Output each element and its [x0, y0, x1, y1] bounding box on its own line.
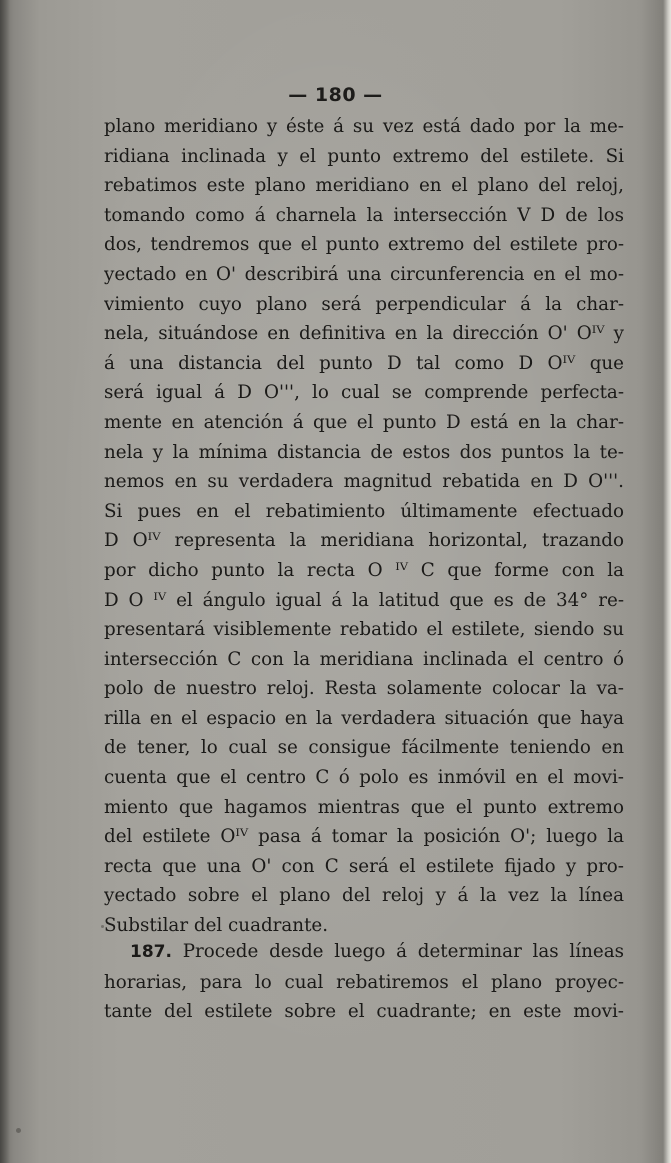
text-line: recta que una O' con C será el estilete fijado y pro- — [104, 855, 624, 877]
text-line: vimiento cuyo plano será perpendicular á la char- — [104, 293, 624, 315]
text-line: rebatimos este plano meridiano en el plano del reloj, — [104, 175, 624, 197]
text-line: miento que hagamos mientras que el punto extremo — [104, 796, 624, 818]
text-line: nela, situándose en definitiva en la dirección O' Oᴵⱽ y — [104, 323, 624, 345]
text-line: polo de nuestro reloj. Resta solamente colocar la va- — [104, 678, 624, 700]
paragraph-186-continuation — [104, 112, 624, 941]
text-line: yectado sobre el plano del reloj y á la vez la línea — [104, 885, 624, 907]
text-line: por dicho punto la recta O ᴵⱽ C que forme con la — [104, 559, 624, 581]
text-line: cuenta que el centro C ó polo es inmóvil en el movi- — [104, 767, 624, 789]
paragraph-187 — [104, 937, 624, 1027]
text-line: Si pues en el rebatimiento últimamente efectuado — [104, 500, 624, 522]
paper-speck — [560, 240, 562, 242]
text-line: plano meridiano y éste á su vez está dado por la me- — [104, 116, 624, 137]
text-line: D Oᴵⱽ representa la meridiana horizontal, trazando — [104, 530, 624, 552]
text-line: yectado en O' describirá una circunferencia en el mo- — [104, 263, 624, 285]
paragraph-187-line: tante del estilete sobre el cuadrante; en este movi- — [104, 1001, 624, 1023]
text-line: mente en atención á que el punto D está en la char- — [104, 411, 624, 433]
text-line: rilla en el espacio en la verdadera situación que haya — [104, 707, 624, 729]
paper-speck — [16, 1128, 21, 1133]
text-line: nemos en su verdadera magnitud rebatida en D O'''. — [104, 471, 624, 493]
text-line: D O ᴵⱽ el ángulo igual á la latitud que es de 34° re- — [104, 589, 624, 611]
text-line: á una distancia del punto D tal como D Oᴵⱽ que — [104, 352, 624, 374]
paper-speck — [101, 925, 104, 928]
text-line: dos, tendremos que el punto extremo del estilete pro- — [104, 234, 624, 256]
page-number: — 180 — — [288, 84, 383, 106]
text-line: presentará visiblemente rebatido el estilete, siendo su — [104, 619, 624, 641]
text-line: nela y la mínima distancia de estos dos puntos la te- — [104, 441, 624, 463]
paragraph-number: 187. — [130, 942, 172, 962]
text-line: tomando como á charnela la intersección V D de los — [104, 204, 624, 226]
text-line: Substilar del cuadrante. — [104, 915, 329, 937]
text-line: intersección C con la meridiana inclinada el centro ó — [104, 648, 624, 670]
binding-shadow — [0, 0, 10, 1163]
text-line: ridiana inclinada y el punto extremo del estilete. Si — [104, 145, 624, 167]
page-edge — [663, 0, 671, 1163]
text-line: de tener, lo cual se consigue fácilmente teniendo en — [104, 737, 624, 759]
text-line: será igual á D O''', lo cual se comprende perfecta- — [104, 382, 624, 404]
paragraph-187-line: 187. Procede desde luego á determinar las líneas — [130, 941, 624, 962]
text-line: del estilete Oᴵⱽ pasa á tomar la posición O'; luego la — [104, 826, 624, 848]
paragraph-187-line: horarias, para lo cual rebatiremos el plano proyec- — [104, 971, 624, 993]
